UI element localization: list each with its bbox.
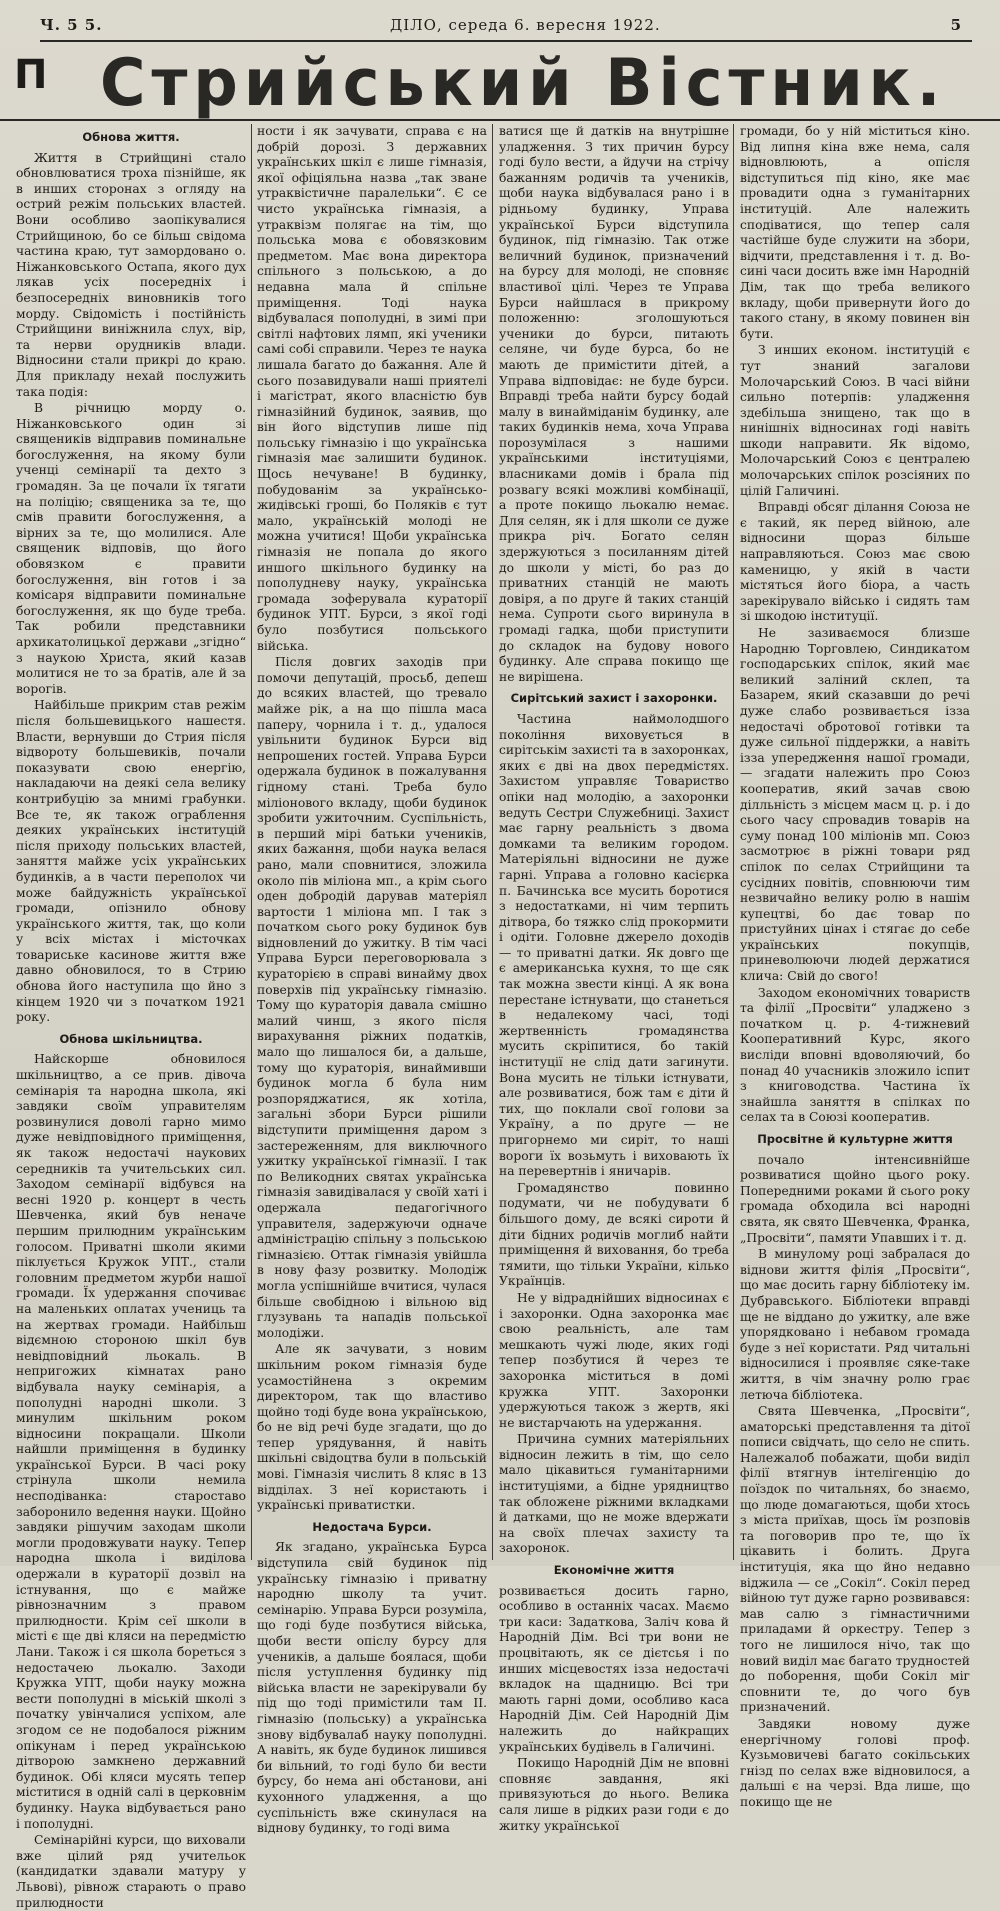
section-heading: Сирітський захист і захоронки.	[510, 691, 718, 706]
paragraph: Завдяки новому дуже енергічному голові проф. Кузьмовичеві багато сокільських гнізд по селах вже відновилося, а дальші є на черзі. Вда лише, що покищо ще не	[740, 1716, 970, 1809]
paragraph: Життя в Стрийщині стало обновлюватися троха пізнійше, як в инших сторонах з огляду на острий режім польських властей. Вони особливо заопікувалися Стрийщиною, бо се більш свідома частина краю, тут замордовано о. Ніжанковського Остапа, якого дух лякав усіх посередніх і безпосередніх виновників того морду. Свідомість і постійність Стрийщини виніжнила слух, вір, та нерви орудників влади. Відносини стали прикрі до краю. Для прикладу нехай послужить така подія:	[16, 150, 246, 399]
column-4	[740, 124, 970, 1809]
section-heading: Обнова шкільництва.	[59, 1031, 203, 1046]
paragraph: Як згадано, українська Бурса відступила свій будинок під українську гімназію і приватну народню школу та учит. семінарію. Управа Бурси розуміла, що годі буде позбутися війська, щоби вести опіслу бурсу для учеників, а дальше боялася, щоби після уступлення будинку під війська власти не зарекірували бу під що тоді примістили там II. гімназію (польську) а українська знову відбувалаб науку пополудні. А навіть, як буде будинок лишився би вільний, то годі було би вести бурсу, бо нема ані обстанови, ані кухонного уладження, а що суспільність вже скинулася на віднову будинку, то годі вима	[257, 1540, 487, 1836]
paragraph: Не зазиваємося близше Народню Торговлею, Синдикатом господарських спілок, який має великий заліний склеп, та Базарем, який сказавши до речі дуже слабо розвивається ізза недостачі обротової готівки та дуже сильної піддержки, а навіть ізза упередження нашої громади, — згадати належить про Союз кооператив, який зачав свою ділльність з місцем масм ц. р. і до сього часу спровадив товарів на суму понад 100 міліонів мп. Союз засмотрює в ріжні товари ряд спілок по селах Стрийщини та сусідних повітів, сповнюючи тим незвичайно велику ролю в нашім купецтві, бо дає товар по пристуйних цінах і стягає до себе українських покупців, приневолюючи людей держатися клича: Свій до свого!	[740, 626, 970, 984]
paragraph: Семінарійні курси, що виховали вже цілий ряд учительок (кандидатки здавали матуру у Львові), рівнож старають о право прилюдности	[16, 1833, 246, 1910]
paragraph: ности і як зачувати, справа є на добрій дорозі. З державних українських шкіл є лише гімназія, якої офіціяльна назва „так зване утраквістичне паралельки“. Є се чисто українська гімназія, а утраквізм полягає на тім, що польська мова є обовязковим предметом. Має вона директора спільного з польською, а до недавна мала й спільне приміщення. Тоді наука відбувалася пополудні, в зимі при світлі нафтових лямп, які ученики самі собі справили. Через те наука лишала багато до бажання. Але й сього позавидували наші приятелі і магістрат, якого власністю був гімназійний будинок, заявив, що він його відступив лише під польську гімназію і що українська гімназія має залишити будинок. Щось нечуване! В будинку, побудованім за українсько-жидівські гроші, бо Поляків є тут мало, українській молоді не можна учитися! Щоби українська гімназія не попала до якого иншого шкільного будинку на пополудневу науку, українська громада зоферувала кураторії будинок УПТ. Бурси, з якої годі було позбутися польського війська.	[257, 124, 487, 653]
paragraph: Вправді обсяг ділання Союза не є такий, як перед війною, але відносини щораз більше направляються. Союз має свою каменицю, у якій в части містяться його біора, а часть зарекірувало військо і сидять там зі шкодою інституції.	[740, 500, 970, 624]
paragraph: Причина сумних матеріяльних відносин лежить в тім, що село мало цікавиться гуманітарними інституціями, а бідне урядництво так обложене ріжними вкладками й датками, що не може вдержати на своїх плечах захисту та захоронок.	[499, 1432, 729, 1556]
page-number: 5	[950, 16, 962, 34]
section-heading: Просвітне й культурне життя	[757, 1132, 953, 1146]
paragraph: Громадянство повинно подумати, чи не побудувати б більшого дому, де всякі сироти й діти бідних родичів моглиб найти приміщення й виховання, бо треба тямити, що тільки України, кілько Українців.	[499, 1180, 729, 1289]
paragraph: Свята Шевченка, „Просвіти“, аматорські представлення та дітої пописи свідчать, що село не спить. Належалоб побажати, щоби виділ філії втягнув інтелігенцію до поїздок по читальнях, бо знаємо, що люде домагаються, щоби хтось з міста приїхав, щось їм розповів та поговорив про те, що їх цікавить і болить. Друга інституція, яка що йно недавно віджила — се „Сокіл“. Сокіл перед війною тут дуже гарно розвивався: мав салю з гімнастичними приладами й оркестру. Тепер з того не лишилося нічо, так що новий виділ має багато трудностей до поборення, щоби Сокіл міг сповнити те, до чого був призначений.	[740, 1404, 970, 1715]
paragraph: розвивається досить гарно, особливо в останніх часах. Маємо три каси: Задаткова, Заліч кова й Народній Дім. Всі три вони не процвітають, як се дієтсья і по инших місцевостях ізза недостачі вкладок на щадницю. Всі три мають гарні доми, особливо каса Народній Дім. Сей Народній Дім належить до найкращих українських будівель в Галичині.	[499, 1583, 729, 1754]
paragraph: З инших економ. інституцій є тут знаний загалови Молочарський Союз. В часі війни сильно потерпів: уладження здебільша знищено, так що в нинішніх відносинах годі навіть шкоди направити. Як відомо, Молочарський Союз є централею молочарських спілок розсіяних по цілій Галичині.	[740, 343, 970, 498]
section-heading: Економічне життя	[553, 1563, 675, 1578]
paragraph: Найбільше прикрим став режім після большевицького нашестя. Власти, вернувши до Стрия після відвороту большевиків, почали показувати свою енергію, накладаючи на деякі села велику контрибуцію за мнимі грабунки. Все те, як також ограблення деяких українських інституцій після приходу польських властей, заняття майже усіх українських будинків, а в части переполох чи може байдужність української громади, опізнило обнову українського життя, так, що коли у всіх містах і місточках товариське касинове життя вже давно обновилося, то в Стрию обнова його наступила що йно з кінцем 1920 чи з початком 1921 року.	[16, 698, 246, 1025]
section-heading: Обнова життя.	[82, 130, 180, 144]
column-3	[499, 124, 729, 1833]
paragraph: В річницю морду о. Ніжанковського один зі священиків відправив поминальне богослуження, на якому були ученці семінарії та дехто з громадян. За це почали їх тягати на поліцію; священика за те, що смів правити богослуження, а вірних за те, що молилися. Але священик відповів, що його обовязком є правити богослуження, він готов і за комісаря відправити поминальне богослуження, як що буде треба. Так робили представники архикатолицької держави „згідно“ з наукою Христа, який казав молитися не то за братів, але й за ворогів.	[16, 401, 246, 696]
section-heading: Недостача Бурси.	[312, 1519, 432, 1534]
paragraph: В минулому році забралася до віднови життя філія „Просвіти“, що має досить гарну бібліотеку ім. Дубравського. Бібліотеки вправді ще не віддано до ужитку, але вже упорядковано і небавом громада буде з неї користати. Ряд читальні відносилися і проявляє сяке-таке життя, в чім значну ролю грає летюча бібліотека.	[740, 1247, 970, 1402]
column-2	[257, 124, 487, 1836]
paragraph: Не у відраднійших відносинах є і захоронки. Одна захоронка має свою реальність, але там мешкають чужі люде, яких годі тепер позбутися й через те захоронка міститься в домі кружка УПТ. Захоронки удержуються також з жертв, які не вистарчають на удержання.	[499, 1290, 729, 1430]
paragraph: Але як зачувати, з новим шкільним роком гімназія буде усамостійнена з окремим директором, так що властиво щойно тоді буде вона українською, бо не від речі буде згадати, що до тепер урядування, й навіть шкільні свідоцтва були в польській мові. Гімназія числить 8 кляс в 13 відділах. З неї користають і українські приватистки.	[257, 1342, 487, 1513]
paragraph: Після довгих заходів при помочи депутацій, просьб, депеш до всяких властей, що тревало майже рік, а на що пішла маса паперу, чорнила і т. д., удалося увільнити будинок Бурси від непрошених гостей. Управа Бурси одержала будинок в пожалування гідному стані. Треба було міліонового вкладу, щоби будинок зробити ужиточним. Суспільність, в перший мірі батьки учеників, яких бажання, щоби наука велася рано, мали сповнитися, зложила около пів міліона мп., а крім сього оден добродій дарував матеріял вартости 1 міліона мп. І так з початком сього року будинок був відновлений до ужитку. В тім часі Управа Бурси переговорювала з кураторією в справі винайму двох поверхів під українську гімназію. Тому що кураторія давала смішно малий чинш, з якого після вирахування ріжних податків, мало що лишалося би, а дальше, тому що кураторія, винаймивши будинок могла б була ним розпоряджатися, як хотіла, загальні збори Бурси рішили відступити приміщення даром з застереженням, для виключного ужитку української гімназії. І так по Великодних святах українська гімназія завидівалася у своїй хаті і одержала педагогічного управителя, задержуючи одначе адміністрацію спільну з польською гімназією. Оттак гімназія увійшла в нову фазу розвитку. Молодіж могла успішнійше вчитися, чулася більше свобідною і вільною від глузувань та нападів польської молодіжи.	[257, 655, 487, 1340]
paragraph: Заходом економічних товариств та філії „Просвіти“ уладжено з початком ц. р. 4-тижневий Кооперативний Курс, якого висліди вповні вдоволяючий, бо понад 40 учасників зложило іспит з книговодства. Частина їх знайшла заняття в спілках по селах та в Союзі кооператив.	[740, 985, 970, 1125]
newspaper-date-line: ДІЛО, середа 6. вересня 1922.	[390, 16, 661, 34]
column-1	[16, 124, 246, 1910]
masthead-initial: П	[14, 52, 48, 98]
article-columns	[0, 124, 1000, 1910]
issue-number: Ч. 5 5.	[40, 16, 103, 34]
masthead-title: Стрийський Вістник.	[100, 44, 947, 121]
paragraph: Частина наймолодшого покоління виховується в сирітськім захисті та в захоронках, яких є дві на двох передмістях. Захистом управляє Товариство опіки над молодію, а захоронки ведуть Сестри Служебниці. Захист має гарну реальність з двома домками та великим городом. Матеріяльні відносини не дуже гарні. Управа а головно касієрка п. Бачинська все мусить боротися з недостатками, ні чим терпить дітвора, бо тяжко слід прокормити і одіти. Головне джерело доходів — то приватні датки. Як довго ще є американська кухня, то ще сяк так можна звести кінці. А як вона перестане істнувати, що станеться в недалекому часі, тоді жертвенність громадянства мусить скріпитися, бо такій інституції не слід дати загинути. Вона мусить не тільки істнувати, але розвиватися, бож там є діти й тих, що поклали свої голови за Україну, а по друге — не пригорнемо ми сиріт, то наші вороги їх возьмуть і виховають їх на перевертнів і яничарів.	[499, 711, 729, 1179]
running-header	[40, 14, 972, 42]
paragraph: Найскорше обновилося шкільництво, а се прив. дівоча семінарія та народна школа, які завдяки своїм управителям розвинулися доволі гарно мимо дуже невідповідного приміщення, як також недостачі наукових середників та учительських сил. Заходом семінарії відбувся на весні 1920 р. концерт в честь Шевченка, який був неначе першим прилюдним українським голосом. Приватні школи якими піклується Кружок УПТ., стали головним предметом журби нашої громади. Їх удержання спочиває на маленьких оплатах учениць та на жертвах громади. Найбільш відємною сторонoю шкіл був невідповідний льокаль. В непригожих кімнатах рано відбувала науку семінарія, а пополудні народні школи. З минулим шкільним роком відносини покращали. Школи найшли приміщення в будинку української Бурси. В часі року стрінула школи немила несподіванка: старостaво заборонило ведення науки. Щойно завдяки рішучим заходам школи могли продовжувати науку. Тепер народна школа і виділова одержали в кураторії дозвіл на істнування, що є майже рівнозначним з правом прилюдности. Крім сеї школи в місті є ще дві кляси на передмістю Лани. Також і ся школа бореться з недостачею льокалю. Заходи Кружка УПТ, щоби науку можна вести пополудні в міській школі з початку увінчалися успіхом, але згодом се не подобалося ріжним опікунам і перед українською дітворою замкнено державний будинок. Обі кляси мусять тепер міститися в одній салі в церковнім будинку. Наука відбувається рано і пополудні.	[16, 1052, 246, 1831]
paragraph: почало інтенсивнійше розвиватися щойно цього року. Попередними роками й сього року громада обходила всі народні свята, як свято Шевченка, Франка, „Просвіти“, памяти Упавших і т. д.	[740, 1152, 970, 1245]
paragraph: громади, бо у ній міститься кіно. Від липня кіна вже нема, саля відновлюють, а опісля відступиться під кіно, яке має провадити одна з гуманітарних інституцій. Але належить сподіватися, що тепер саля частійше буде служити на збори, відчити, представлення і т. д. Во-сині часи досить вже імн Народній Дім, так що треба великого вкладу, щоби привернути його до такого стану, в якому повинен він бути.	[740, 124, 970, 341]
paragraph: ватися ще й датків на внутрішне уладження. З тих причин бурсу годі було вести, а йдучи на стрічу бажанням родичів та учеників, щоби наука відбувалася рано і в рідньому будинку, Управа української Бурси відступила будинок, під гімназію. Так отже величний будинок, призначений на бурсу для молоді, не сповняє властивої цілі. Через те Управа Бурси найшлася в прикрому положенню: зголошуються ученики до бурси, питають селяне, чи буде бурса, бо не мають де примістити дітей, а Управа відповідає: не буде бурси. Вправді треба найти бурсу бодай малу в винайміданім будинку, але таких будинків нема, хоча Управа порозумілася з нашими українськими інституціями, власниками домів і брала під розвагу всякі можливі комбінації, а проте покищо льокалю немає. Для селян, як і для школи се дуже прикра річ. Богато селян здержуються з посиланням дітей до школи у містi, бо раз до приватних станцій не мають довіря, а по друге й таких станцій нема. Супроти сього виринула в громаді гадка, щоби приступити до складок на будову нового будинку. Але справа покищо ще не вирішена.	[499, 124, 729, 684]
paragraph: Покищо Народній Дім не вповні сповняє завдання, які привязуються до нього. Велика саля лише в рідких рази годи є до житку української	[499, 1756, 729, 1833]
masthead	[0, 44, 1000, 121]
